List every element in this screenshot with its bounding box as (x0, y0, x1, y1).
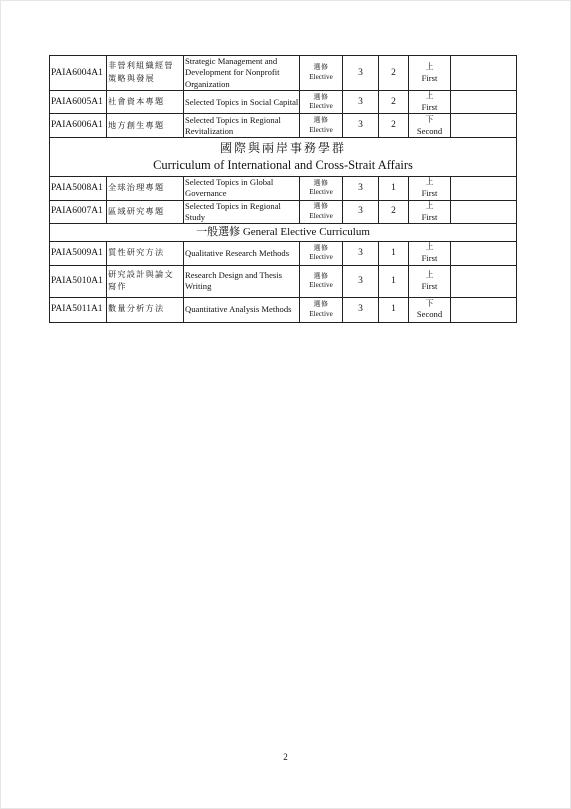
semester-zh: 上 (425, 200, 434, 210)
course-hours: 3 (343, 265, 379, 297)
semester-en: First (421, 280, 438, 291)
course-code: PAIA6006A1 (50, 114, 107, 138)
course-credits: 2 (379, 56, 409, 91)
course-type (300, 200, 343, 224)
course-type-zh: 選修 (313, 178, 329, 187)
course-name-en: Quantitative Analysis Methods (184, 297, 300, 322)
course-credits: 2 (379, 114, 409, 138)
course-name-zh: 數量分析方法 (107, 297, 184, 322)
course-semester (409, 56, 451, 91)
semester-en: First (421, 101, 438, 112)
course-type (300, 241, 343, 265)
course-code: PAIA5009A1 (50, 241, 107, 265)
course-type (300, 114, 343, 138)
course-credits: 1 (379, 297, 409, 322)
course-name-zh: 地方創生專題 (107, 114, 184, 138)
semester-zh: 上 (425, 177, 434, 187)
semester-zh: 上 (425, 91, 434, 101)
table-row (50, 200, 517, 224)
course-name-en: Selected Topics in Social Capital (184, 91, 300, 114)
course-credits: 1 (379, 241, 409, 265)
group-title-zh: 國際與兩岸事務學群 (219, 141, 346, 156)
course-type-zh: 選修 (313, 271, 329, 280)
group-header-international (50, 138, 517, 177)
course-type-en: Elective (309, 309, 333, 318)
course-name-en: Selected Topics in Global Governance (184, 176, 300, 200)
table-row (50, 297, 517, 322)
course-code: PAIA5010A1 (50, 265, 107, 297)
course-code: PAIA5011A1 (50, 297, 107, 322)
course-credits: 2 (379, 200, 409, 224)
group-title-en: Curriculum of International and Cross-Strait Affairs (153, 158, 413, 173)
course-type-en: Elective (309, 211, 333, 220)
course-semester (409, 114, 451, 138)
course-type-zh: 選修 (313, 92, 329, 101)
course-name-en: Strategic Management and Development for Nonprofit Organization (184, 56, 300, 91)
course-hours: 3 (343, 114, 379, 138)
course-type-en: Elective (309, 281, 333, 290)
notes-cell (451, 297, 517, 322)
semester-en: First (421, 187, 438, 198)
table-row (50, 176, 517, 200)
semester-en: First (421, 72, 438, 83)
course-hours: 3 (343, 56, 379, 91)
semester-en: Second (416, 125, 443, 136)
course-semester (409, 297, 451, 322)
course-type-en: Elective (309, 125, 333, 134)
group-header-row (50, 224, 517, 242)
course-semester (409, 241, 451, 265)
course-name-zh: 非營利組織經營策略與發展 (107, 56, 184, 91)
course-type (300, 297, 343, 322)
course-name-zh: 研究設計與論文寫作 (107, 265, 184, 297)
course-type-zh: 選修 (313, 300, 329, 309)
course-name-en: Selected Topics in Regional Study (184, 200, 300, 224)
course-semester (409, 91, 451, 114)
notes-cell (451, 91, 517, 114)
notes-cell (451, 176, 517, 200)
course-type (300, 91, 343, 114)
notes-cell (451, 241, 517, 265)
course-name-zh: 區域研究專題 (107, 200, 184, 224)
semester-zh: 上 (425, 270, 434, 280)
table-row (50, 91, 517, 114)
curriculum-table (49, 55, 517, 323)
semester-en: First (421, 252, 438, 263)
table-row (50, 241, 517, 265)
course-type (300, 56, 343, 91)
semester-en: First (421, 211, 438, 222)
course-hours: 3 (343, 297, 379, 322)
semester-zh: 上 (425, 242, 434, 252)
course-credits: 1 (379, 265, 409, 297)
course-code: PAIA6004A1 (50, 56, 107, 91)
semester-zh: 下 (425, 298, 434, 308)
course-type-en: Elective (309, 253, 333, 262)
course-semester (409, 176, 451, 200)
course-type (300, 176, 343, 200)
course-type-zh: 選修 (313, 202, 329, 211)
course-code: PAIA6005A1 (50, 91, 107, 114)
course-semester (409, 265, 451, 297)
page-number: 2 (283, 752, 288, 762)
course-name-zh: 質性研究方法 (107, 241, 184, 265)
course-name-zh: 社會資本專題 (107, 91, 184, 114)
course-type (300, 265, 343, 297)
semester-zh: 上 (425, 61, 434, 71)
course-type-zh: 選修 (313, 63, 329, 72)
course-name-zh: 全球治理專題 (107, 176, 184, 200)
course-hours: 3 (343, 200, 379, 224)
course-semester (409, 200, 451, 224)
course-hours: 3 (343, 241, 379, 265)
course-code: PAIA6007A1 (50, 200, 107, 224)
notes-cell (451, 114, 517, 138)
course-credits: 2 (379, 91, 409, 114)
course-name-en: Selected Topics in Regional Revitalization (184, 114, 300, 138)
notes-cell (451, 56, 517, 91)
course-type-en: Elective (309, 188, 333, 197)
course-type-zh: 選修 (313, 243, 329, 252)
course-name-en: Qualitative Research Methods (184, 241, 300, 265)
course-type-en: Elective (309, 72, 333, 81)
group-header-row (50, 138, 517, 177)
course-credits: 1 (379, 176, 409, 200)
semester-zh: 下 (425, 114, 434, 124)
group-header-general: 一般選修 General Elective Curriculum (50, 224, 517, 242)
semester-en: Second (416, 309, 443, 320)
table-row (50, 114, 517, 138)
course-hours: 3 (343, 91, 379, 114)
course-hours: 3 (343, 176, 379, 200)
table-row (50, 56, 517, 91)
course-name-en: Research Design and Thesis Writing (184, 265, 300, 297)
course-type-zh: 選修 (313, 116, 329, 125)
notes-cell (451, 265, 517, 297)
course-type-en: Elective (309, 102, 333, 111)
course-code: PAIA5008A1 (50, 176, 107, 200)
notes-cell (451, 200, 517, 224)
table-row (50, 265, 517, 297)
